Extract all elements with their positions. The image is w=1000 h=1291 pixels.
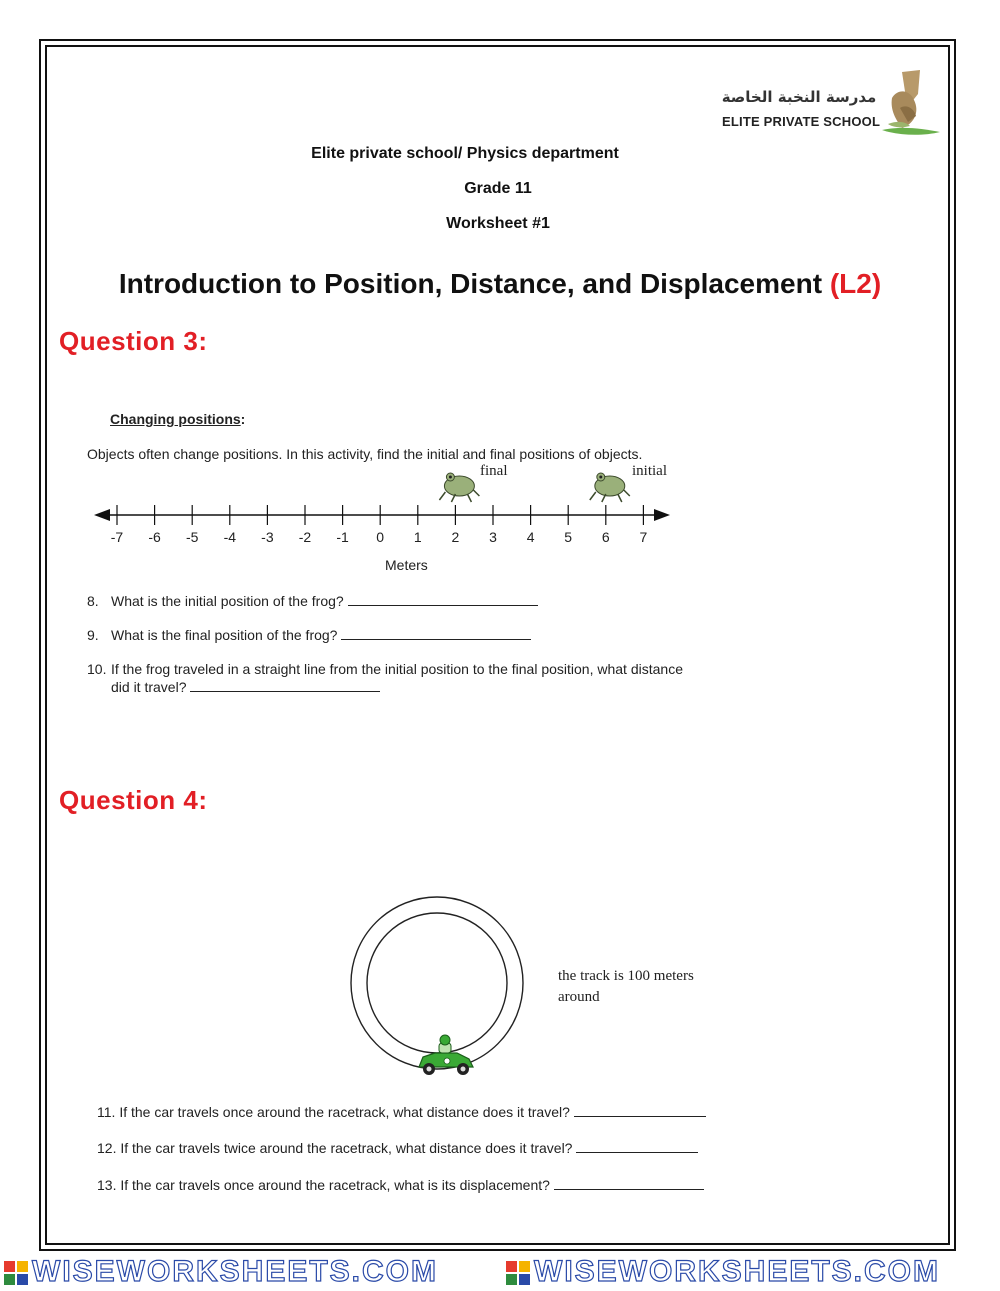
question-4-heading: Question 4:: [59, 785, 208, 815]
question-8-text: What is the initial position of the frog?: [111, 593, 344, 609]
question-11-text: If the car travels once around the racetrack, what distance does it travel?: [119, 1104, 570, 1120]
number-line-tick-label: 6: [601, 529, 610, 545]
question-3-heading: Question 3:: [59, 326, 208, 356]
number-line-tick-label: -4: [223, 529, 237, 545]
page-title: [0, 268, 1000, 300]
wiseworksheets-logo-icon-2: [506, 1261, 530, 1285]
wiseworksheets-logo-icon: [4, 1261, 28, 1285]
question-10-text-2: did it travel?: [111, 679, 187, 695]
question-13-answer-blank[interactable]: [554, 1177, 704, 1190]
question-8-answer-blank[interactable]: [348, 593, 538, 606]
header-school: Elite private school/ Physics department: [311, 145, 619, 162]
question-13-number: 13.: [97, 1177, 117, 1193]
question-12-number: 12.: [97, 1140, 117, 1156]
number-line: [90, 460, 690, 555]
question-12-answer-blank[interactable]: [576, 1140, 698, 1153]
number-line-right-arrow: [654, 509, 670, 521]
question-10-answer-blank[interactable]: [190, 679, 380, 692]
question-8-number: 8.: [87, 593, 99, 609]
question-9: [87, 627, 531, 643]
number-line-tick-label: 1: [413, 529, 422, 545]
school-name-arabic: مدرسة النخبة الخاصة: [721, 88, 877, 106]
question-10-text: If the frog traveled in a straight line from the initial position to the final position, what distance: [111, 661, 683, 677]
number-line-tick-label: 2: [451, 529, 460, 545]
question-11-number: 11.: [97, 1104, 116, 1120]
section-label: [110, 411, 245, 427]
question-8: [87, 593, 538, 609]
falcon-logo-icon: [880, 68, 942, 140]
school-logo: [718, 68, 943, 143]
number-line-left-arrow: [94, 509, 110, 521]
school-name-english: ELITE PRIVATE SCHOOL: [722, 114, 881, 129]
section-label-text: Changing positions: [110, 411, 241, 427]
number-line-tick-label: -2: [298, 529, 312, 545]
track-note-line-2: around: [558, 989, 600, 1005]
number-line-tick-label: -1: [336, 529, 349, 545]
initial-label: initial: [632, 463, 667, 479]
number-line-tick-label: -6: [148, 529, 161, 545]
question-13: [97, 1177, 704, 1193]
watermark-text-1: WISEWORKSHEETS.COM: [32, 1255, 439, 1288]
question-10-number: 10.: [87, 661, 107, 677]
number-line-tick-label: 3: [489, 529, 497, 545]
number-line-tick-label: 4: [526, 529, 535, 545]
track-note-line-1: the track is 100 meters: [558, 968, 694, 984]
number-line-tick-label: 5: [564, 529, 573, 545]
question-11: [97, 1104, 706, 1120]
question-12-text: If the car travels twice around the racetrack, what distance does it travel?: [120, 1140, 573, 1156]
number-line-tick-label: 7: [639, 529, 648, 545]
question-13-text: If the car travels once around the racetrack, what is its displacement?: [120, 1177, 550, 1193]
racetrack: [345, 885, 545, 1090]
header-grade: Grade 11: [464, 180, 532, 197]
question-10: [87, 661, 767, 677]
axis-unit-label: Meters: [385, 557, 428, 573]
question-3-intro: Objects often change positions. In this activity, find the initial and final positions of objects.: [87, 446, 643, 462]
final-label: final: [480, 463, 508, 479]
header-worksheet: Worksheet #1: [446, 215, 550, 232]
number-line-tick-label: 0: [376, 529, 385, 545]
question-11-answer-blank[interactable]: [574, 1104, 706, 1117]
frog-final-icon: [439, 473, 479, 502]
question-9-text: What is the final position of the frog?: [111, 627, 338, 643]
racetrack-inner-edge: [367, 913, 507, 1053]
watermark-text-2: WISEWORKSHEETS.COM: [534, 1255, 941, 1288]
section-label-colon: :: [240, 411, 246, 427]
number-line-tick-label: -3: [261, 529, 274, 545]
question-12: [97, 1140, 698, 1156]
number-line-tick-label: -7: [110, 529, 124, 545]
question-9-number: 9.: [87, 627, 99, 643]
page-title-text: Introduction to Position, Distance, and Displacement: [118, 268, 823, 299]
number-line-tick-label: -5: [185, 529, 199, 545]
frog-initial-icon: [590, 473, 630, 502]
question-10-line2: [111, 679, 380, 695]
level-badge: (L2): [829, 268, 882, 299]
question-9-answer-blank[interactable]: [341, 627, 531, 640]
racetrack-outer-edge: [351, 897, 523, 1069]
